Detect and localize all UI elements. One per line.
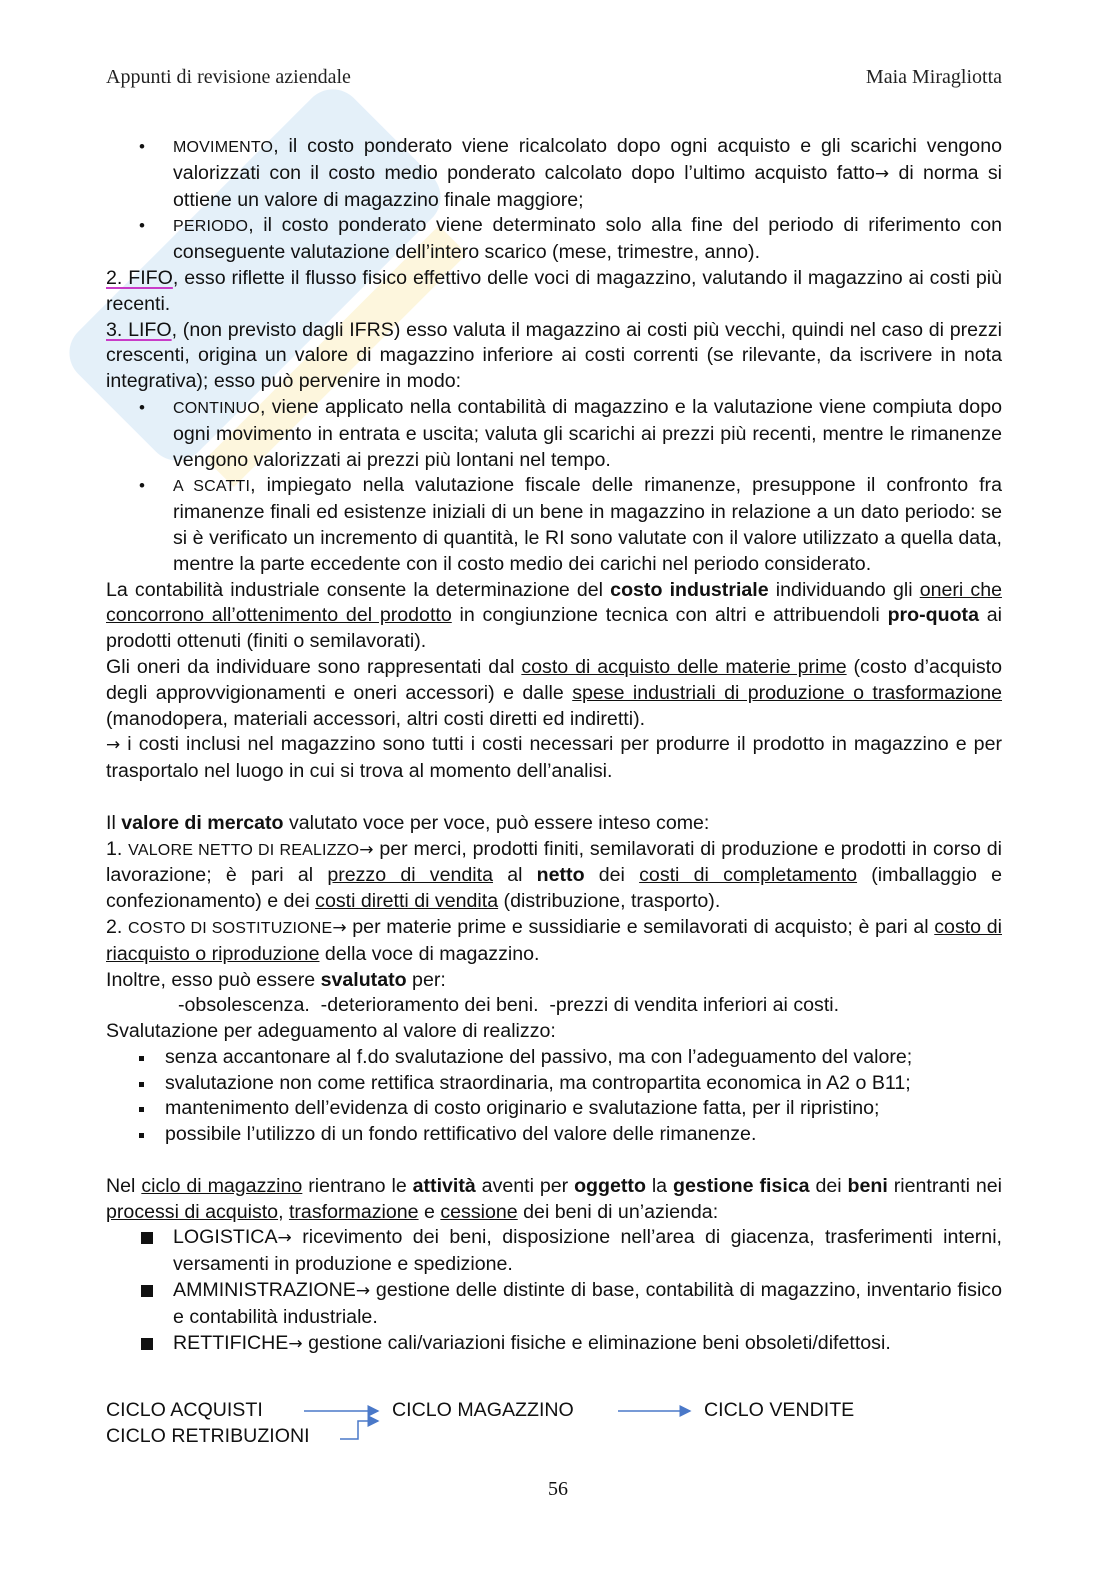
list-item-rettifiche: RETTIFICHE→ gestione cali/variazioni fisiche e eliminazione beni obsoleti/difettosi. <box>106 1331 1002 1358</box>
list-item-movimento: • MOVIMENTO, il costo ponderato viene ricalcolato dopo ogni acquisto e gli scarichi vengono valorizzati con il costo medio ponderato calcolato dopo l’ultimo acquisto fatto→ di norma si ottiene un valore di magazzino finale maggiore; <box>106 134 1002 213</box>
arrow-icon: → <box>359 839 374 860</box>
industriale-paragraph: La contabilità industriale consente la determinazione del costo industriale individuando gli oneri che concorrono all’ottenimento del prodotto in congiunzione tecnica con altri e attribuendoli pro-quota ai prodotti ottenuti (finiti o semilavorati). <box>106 578 1003 653</box>
vnr-paragraph: 1. VALORE NETTO DI REALIZZO→ per merci, prodotti finiti, semilavorati di produzione e prodotti in corso di lavorazione; è pari al prezzo di vendita al netto dei costi di completamento (imballaggio e confezionamento) e dei costi diretti di vendita (distribuzione, trasporto). <box>106 837 1003 913</box>
header-right: Maia Miragliotta <box>865 66 1002 88</box>
page-body <box>106 134 1002 1357</box>
arrow-retribuzioni-magazzino <box>340 1421 378 1439</box>
arrow-icon: → <box>874 163 890 184</box>
arrow-icon: → <box>288 1333 303 1354</box>
list-item: senza accantonare al f.do svalutazione del passivo, ma con l’adeguamento del valore; <box>106 1045 1002 1071</box>
sostituzione-paragraph: 2. COSTO DI SOSTITUZIONE→ per materie prime e sussidiarie e semilavorati di acquisto; è pari al costo di riacquisto o riproduzione della voce di magazzino. <box>106 915 1002 965</box>
svalutato-paragraph: Inoltre, esso può essere svalutato per: <box>106 968 446 991</box>
adeguamento-list <box>106 1045 1002 1148</box>
list-item: mantenimento dell’evidenza di costo originario e svalutazione fatta, per il ripristino; <box>106 1096 1002 1122</box>
list-item-continuo: • CONTINUO, viene applicato nella contabilità di magazzino e la valutazione viene compiuta dopo ogni movimento in entrata e uscita; valuta gli scarichi ai prezzi più recenti, mentre le rimanenze vengono valorizzati ai prezzi più lontani nel tempo. <box>106 395 1002 473</box>
arrow-icon: → <box>277 1228 292 1249</box>
costi-inclusi-paragraph: → i costi inclusi nel magazzino sono tutti i costi necessari per produrre il prodotto in magazzino e per trasportalo nel luogo in cui si trova al momento dell’analisi. <box>106 733 1002 783</box>
flow-node-magazzino: CICLO MAGAZZINO <box>392 1399 574 1421</box>
flow-node-acquisti: CICLO ACQUISTI <box>106 1399 263 1421</box>
arrow-icon: → <box>332 917 347 938</box>
adeguamento-title: Svalutazione per adeguamento al valore di realizzo: <box>106 1020 556 1043</box>
list-item-amministrazione: AMMINISTRAZIONE→ gestione delle distinte di base, contabilità di magazzino, inventario fisico e contabilità industriale. <box>106 1278 1002 1331</box>
mercato-paragraph: Il valore di mercato valutato voce per voce, può essere inteso come: <box>106 811 710 834</box>
list-item: possibile l’utilizzo di un fondo rettificativo del valore delle rimanenze. <box>106 1122 1002 1148</box>
fifo-paragraph: 2. FIFO, esso riflette il flusso fisico effettivo delle voci di magazzino, valutando il magazzino ai costi più recenti. <box>106 266 1002 315</box>
ciclo-paragraph: Nel ciclo di magazzino rientrano le attività aventi per oggetto la gestione fisica dei beni rientranti nei processi di acquisto, trasformazione e cessione dei beni di un’azienda: <box>106 1174 1002 1223</box>
flow-node-vendite: CICLO VENDITE <box>704 1399 855 1421</box>
ciclo-list <box>106 1225 1002 1357</box>
oneri-paragraph: Gli oneri da individuare sono rappresentati dal costo di acquisto delle materie prime (costo d’acquisto degli approvvigionamenti e oneri accessori) e dalle spese industriali di produzione o trasformazione (manodopera, materiali accessori, altri costi diretti ed indiretti). <box>106 655 1002 730</box>
page-number: 56 <box>548 1478 568 1500</box>
list-item-scatti: • A SCATTI, impiegato nella valutazione fiscale delle rimanenze, presuppone il confronto fra rimanenze finali ed esistenze iniziali di un bene in magazzino in relazione a un dato periodo: se si è verificato un incremento di quantità, le RI sono valutate con il valore utilizzato a quella data, mentre la parte eccedente con il costo medio dei carichi nel periodo considerato. <box>106 473 1002 577</box>
ponderato-list <box>106 134 1002 266</box>
list-item-logistica: LOGISTICA→ ricevimento dei beni, disposizione nell’area di giacenza, trasferimenti interni, versamenti in produzione e spedizione. <box>106 1225 1002 1278</box>
lifo-list <box>106 395 1002 578</box>
header-left: Appunti di revisione aziendale <box>106 66 351 88</box>
svalutato-items: -obsolescenza. -deterioramento dei beni. -prezzi di vendita inferiori ai costi. <box>178 994 840 1017</box>
list-item: svalutazione non come rettifica straordinaria, ma contropartita economica in A2 o B11; <box>106 1071 1002 1097</box>
cycle-flow-diagram <box>106 1397 1006 1457</box>
list-item-periodo: • PERIODO, il costo ponderato viene determinato solo alla fine del periodo di riferimento con conseguente valutazione dell’intero scarico (mese, trimestre, anno). <box>106 213 1002 266</box>
lifo-paragraph: 3. LIFO, (non previsto dagli IFRS) esso valuta il magazzino ai costi più vecchi, quindi nel caso di prezzi crescenti, origina un valore di magazzino inferiore ai costi correnti (se rilevante, da iscrivere in nota integrativa); esso può pervenire in modo: <box>106 318 1002 393</box>
arrow-icon: → <box>355 1281 371 1302</box>
flow-node-retribuzioni: CICLO RETRIBUZIONI <box>106 1425 310 1447</box>
arrow-icon: → <box>106 735 121 756</box>
